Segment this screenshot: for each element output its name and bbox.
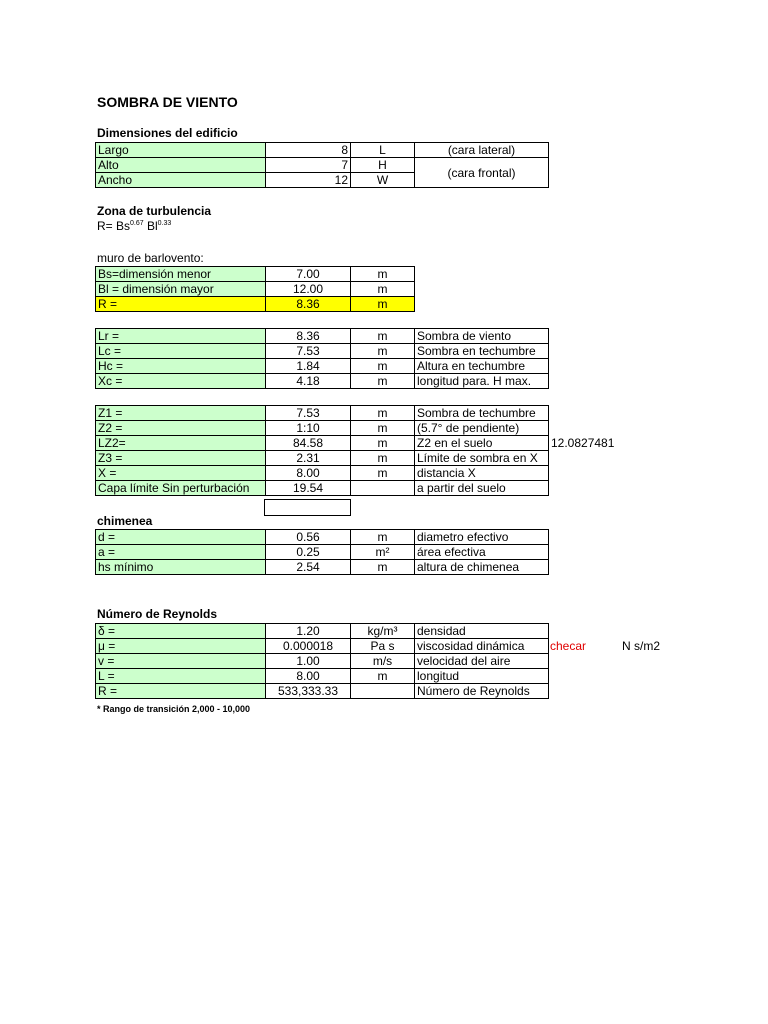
cell-value[interactable]: 1:10	[266, 421, 351, 436]
cell-label[interactable]: Z3 =	[96, 451, 266, 466]
cell-value[interactable]: 8.36	[266, 329, 351, 344]
cell-unit[interactable]: m	[351, 560, 415, 575]
cell-label[interactable]: LZ2=	[96, 436, 266, 451]
cell-desc[interactable]: Sombra en techumbre	[415, 344, 549, 359]
table-row	[96, 406, 549, 421]
cell-unit[interactable]	[351, 481, 415, 496]
cell-desc[interactable]: Número de Reynolds	[415, 684, 549, 699]
table-row	[96, 560, 549, 575]
cell-label[interactable]: Ancho	[96, 173, 266, 188]
cell-unit[interactable]	[351, 684, 415, 699]
cell-desc[interactable]: a partir del suelo	[415, 481, 549, 496]
dimensiones-header: Dimensiones del edificio	[97, 126, 238, 140]
table-row	[96, 684, 549, 699]
cell-label[interactable]: Z1 =	[96, 406, 266, 421]
cell-value[interactable]: 19.54	[266, 481, 351, 496]
cell-value[interactable]: 8	[266, 143, 351, 158]
table-row	[96, 267, 415, 282]
table-row	[96, 344, 549, 359]
cell-desc[interactable]: área efectiva	[415, 545, 549, 560]
muro-label: muro de barlovento:	[97, 251, 204, 265]
cell-unit[interactable]: m/s	[351, 654, 415, 669]
cell-value[interactable]: 7	[266, 158, 351, 173]
footnote: * Rango de transición 2,000 - 10,000	[97, 704, 251, 714]
cell-unit[interactable]: m	[351, 344, 415, 359]
cell-label[interactable]: Bs=dimensión menor	[96, 267, 266, 282]
cell-label[interactable]: L =	[96, 669, 266, 684]
cell-unit[interactable]: m	[351, 421, 415, 436]
cell-value[interactable]: 0.000018	[266, 639, 351, 654]
cell-label[interactable]: Xc =	[96, 374, 266, 389]
exponent-bs: 0.67	[130, 220, 144, 227]
table-row	[96, 451, 549, 466]
cell-label[interactable]: Lr =	[96, 329, 266, 344]
table-row	[96, 654, 549, 669]
table-row	[96, 143, 549, 158]
turbulencia-header: Zona de turbulencia	[97, 204, 212, 218]
exponent-bl: 0.33	[157, 220, 172, 227]
cell-unit[interactable]: m	[351, 451, 415, 466]
cell-symbol[interactable]: H	[351, 158, 415, 173]
cell-label[interactable]: R =	[96, 297, 266, 312]
z-table	[95, 405, 549, 496]
cell-value[interactable]: 12	[266, 173, 351, 188]
cell-unit[interactable]: m	[351, 466, 415, 481]
table-row	[96, 545, 549, 560]
chimenea-table	[95, 529, 549, 575]
cell-desc[interactable]: Sombra de techumbre	[415, 406, 549, 421]
chimenea-header: chimenea	[97, 514, 153, 528]
unit-note[interactable]: N s/m2	[622, 639, 661, 653]
cell-desc[interactable]: altura de chimenea	[415, 560, 549, 575]
cell-unit[interactable]: kg/m³	[351, 624, 415, 639]
table-row	[96, 466, 549, 481]
cell-value[interactable]: 533,333.33	[266, 684, 351, 699]
cell-desc[interactable]: Z2 en el suelo	[415, 436, 549, 451]
cell-value[interactable]: 1.84	[266, 359, 351, 374]
formula-mid: Bl	[143, 219, 158, 233]
table-row	[96, 436, 549, 451]
cell-label[interactable]: v =	[96, 654, 266, 669]
cell-unit[interactable]: m	[351, 267, 415, 282]
cell-unit[interactable]: m	[351, 329, 415, 344]
page-title: SOMBRA DE VIENTO	[97, 94, 238, 110]
cell-desc[interactable]: diametro efectivo	[415, 530, 549, 545]
table-row	[96, 421, 549, 436]
cell-desc[interactable]: (5.7° de pendiente)	[415, 421, 549, 436]
cell-value[interactable]: 1.00	[266, 654, 351, 669]
cell-value[interactable]: 7.53	[266, 344, 351, 359]
cell-value[interactable]: 7.53	[266, 406, 351, 421]
formula-base: R= Bs	[97, 219, 131, 233]
cell-value[interactable]: 8.36	[266, 297, 351, 312]
sombra-table	[95, 328, 549, 389]
table-row	[96, 481, 549, 496]
cell-label[interactable]: Z2 =	[96, 421, 266, 436]
cell-unit[interactable]: m	[351, 297, 415, 312]
table-row	[96, 359, 549, 374]
cell-unit[interactable]: Pa s	[351, 639, 415, 654]
cell-label[interactable]: Capa límite Sin perturbación	[96, 481, 266, 496]
table-row	[96, 624, 549, 639]
cell-desc[interactable]: longitud	[415, 669, 549, 684]
cell-label[interactable]: Largo	[96, 143, 266, 158]
reynolds-table	[95, 623, 549, 699]
table-row	[96, 374, 549, 389]
table-row	[96, 282, 415, 297]
cell-label[interactable]: d =	[96, 530, 266, 545]
cell-value[interactable]: 8.00	[266, 669, 351, 684]
cell-label[interactable]: Bl = dimensión mayor	[96, 282, 266, 297]
table-row-highlight	[96, 297, 415, 312]
cell-symbol[interactable]: L	[351, 143, 415, 158]
cell-desc[interactable]: Altura en techumbre	[415, 359, 549, 374]
cell-value[interactable]: 0.25	[266, 545, 351, 560]
checar-note[interactable]: checar	[550, 639, 587, 653]
cell-value[interactable]: 84.58	[266, 436, 351, 451]
table-row	[96, 639, 549, 654]
cell-desc[interactable]: Sombra de viento	[415, 329, 549, 344]
cell-label[interactable]: hs mínimo	[96, 560, 266, 575]
cell-unit[interactable]: m	[351, 374, 415, 389]
cell-value[interactable]: 12.00	[266, 282, 351, 297]
cell-note[interactable]: (cara lateral)	[415, 143, 549, 158]
cell-label[interactable]: Hc =	[96, 359, 266, 374]
cell-label[interactable]: δ =	[96, 624, 266, 639]
table-row	[96, 329, 549, 344]
cell-unit[interactable]: m	[351, 282, 415, 297]
cell-value[interactable]: 2.31	[266, 451, 351, 466]
cell-value[interactable]: 7.00	[266, 267, 351, 282]
cell-desc[interactable]: longitud para. H max.	[415, 374, 549, 389]
cell-note-frontal[interactable]: (cara frontal)	[415, 158, 549, 188]
table-row	[96, 669, 549, 684]
cell-unit[interactable]: m	[351, 669, 415, 684]
cell-label[interactable]: Lc =	[96, 344, 266, 359]
table-row	[96, 530, 549, 545]
cell-unit[interactable]: m²	[351, 545, 415, 560]
extra-value[interactable]: 12.0827481	[551, 436, 615, 450]
cell-value[interactable]: 8.00	[266, 466, 351, 481]
empty-cell[interactable]	[264, 499, 351, 516]
cell-label[interactable]: Alto	[96, 158, 266, 173]
cell-desc[interactable]: Límite de sombra en X	[415, 451, 549, 466]
cell-label[interactable]: a =	[96, 545, 266, 560]
cell-desc[interactable]: distancia X	[415, 466, 549, 481]
cell-value[interactable]: 4.18	[266, 374, 351, 389]
cell-label[interactable]: μ =	[96, 639, 266, 654]
table-row	[96, 158, 549, 173]
turbulencia-table	[95, 266, 415, 312]
cell-label[interactable]: X =	[96, 466, 266, 481]
cell-unit[interactable]: m	[351, 359, 415, 374]
cell-desc[interactable]: densidad	[415, 624, 549, 639]
reynolds-header: Número de Reynolds	[97, 607, 218, 621]
cell-desc[interactable]: viscosidad dinámica	[415, 639, 549, 654]
cell-value[interactable]: 2.54	[266, 560, 351, 575]
cell-value[interactable]: 0.56	[266, 530, 351, 545]
cell-desc[interactable]: velocidad del aire	[415, 654, 549, 669]
cell-value[interactable]: 1.20	[266, 624, 351, 639]
cell-unit[interactable]: m	[351, 406, 415, 421]
cell-unit[interactable]: m	[351, 436, 415, 451]
cell-symbol[interactable]: W	[351, 173, 415, 188]
cell-unit[interactable]: m	[351, 530, 415, 545]
dimensiones-table	[95, 142, 549, 188]
formula-r	[97, 219, 171, 234]
cell-label[interactable]: R =	[96, 684, 266, 699]
